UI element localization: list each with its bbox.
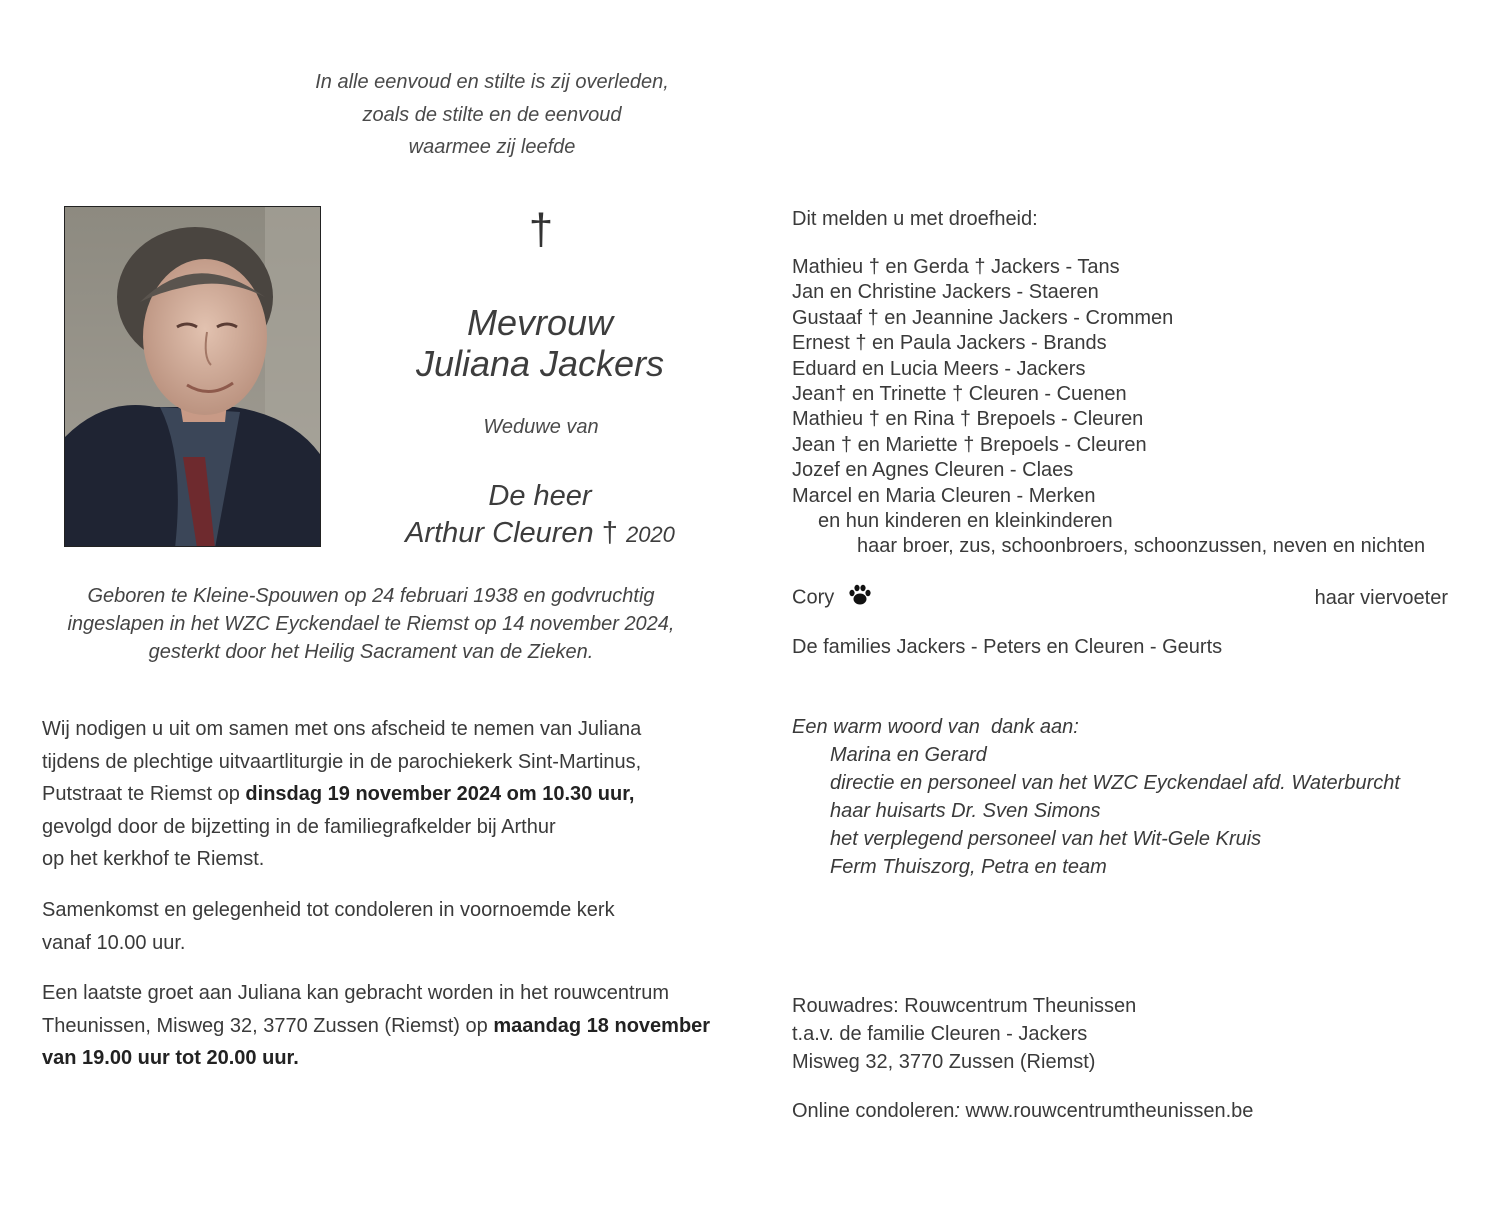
family-member: Jean † en Mariette † Brepoels - Cleuren xyxy=(792,433,1147,456)
husband-name: Arthur Cleuren xyxy=(405,517,594,549)
birth-line: gesterkt door het Heilig Sacrament van de Zieken. xyxy=(148,641,594,663)
online-url-link[interactable]: www.rouwcentrumtheunissen.be xyxy=(965,1100,1254,1122)
invitation-line: tijdens de plechtige uitvaartliturgie in de parochiekerk Sint-Martinus, xyxy=(42,750,642,773)
last-greeting-paragraph xyxy=(42,977,742,1075)
gathering-line: vanaf 10.00 uur. xyxy=(42,931,186,954)
thanks-item: Marina en Gerard xyxy=(830,744,987,766)
portrait-photo xyxy=(64,206,321,547)
birth-line: ingeslapen in het WZC Eyckendael te Riemst op 14 november 2024, xyxy=(67,613,675,635)
widow-of: Weduwe van xyxy=(483,416,599,438)
pet-name-group xyxy=(792,584,872,612)
invitation-line: gevolgd door de bijzetting in de familiegrafkelder bij Arthur xyxy=(42,815,556,838)
family-relatives: haar broer, zus, schoonbroers, schoonzussen, neven en nichten xyxy=(857,535,1426,558)
viewing-date: maandag 18 november xyxy=(493,1014,711,1037)
invitation-text: Putstraat te Riemst op xyxy=(42,783,246,805)
thanks-item: het verplegend personeel van het Wit-Gele Kruis xyxy=(830,828,1262,850)
viewing-time: van 19.00 uur tot 20.00 uur. xyxy=(42,1047,299,1069)
funeral-datetime: dinsdag 19 november 2024 om 10.30 uur, xyxy=(245,783,635,805)
family-member: Eduard en Lucia Meers - Jackers xyxy=(792,357,1086,380)
greeting-text: Theunissen, Misweg 32, 3770 Zussen (Riemst) op xyxy=(42,1014,494,1037)
deceased-name: Juliana Jackers xyxy=(415,343,665,384)
thanks-item: Ferm Thuiszorg, Petra en team xyxy=(830,856,1107,878)
paw-icon xyxy=(848,584,872,612)
address-line: Rouwadres: Rouwcentrum Theunissen xyxy=(792,995,1137,1017)
family-member: Jean† en Trinette † Cleuren - Cuenen xyxy=(792,383,1127,406)
family-member: Jozef en Agnes Cleuren - Claes xyxy=(792,459,1074,482)
birth-line: Geboren te Kleine-Spouwen op 24 februari 1938 en godvruchtig xyxy=(87,585,655,607)
greeting-line xyxy=(42,1042,742,1075)
invitation-line: op het kerkhof te Riemst. xyxy=(42,848,265,870)
thanks-section xyxy=(792,713,1492,881)
gathering-line: Samenkomst en gelegenheid tot condoleren in voornoemde kerk xyxy=(42,899,615,921)
invitation-line xyxy=(42,778,742,811)
poem-line: waarmee zij leefde xyxy=(408,136,576,158)
family-member: Mathieu † en Gerda † Jackers - Tans xyxy=(792,256,1120,278)
address-line: t.a.v. de familie Cleuren - Jackers xyxy=(792,1023,1088,1045)
husband-cross-icon: † xyxy=(601,517,618,549)
poem-line: zoals de stilte en de eenvoud xyxy=(362,103,622,126)
thanks-item: haar huisarts Dr. Sven Simons xyxy=(830,800,1101,822)
online-condolence xyxy=(792,1100,1253,1123)
husband-block xyxy=(380,478,700,553)
family-list xyxy=(792,255,1452,560)
family-member: Jan en Christine Jackers - Staeren xyxy=(792,281,1099,304)
mourning-address xyxy=(792,992,1136,1076)
family-member: Marcel en Maria Cleuren - Merken xyxy=(792,484,1096,507)
invitation-line: Wij nodigen u uit om samen met ons afscheid te nemen van Juliana xyxy=(42,718,642,740)
husband-title: De heer xyxy=(488,480,592,512)
pet-name: Cory xyxy=(792,586,835,609)
pet-label: haar viervoeter xyxy=(1314,586,1448,609)
pet-row xyxy=(792,584,1448,612)
gathering-paragraph xyxy=(42,894,742,959)
family-member: Mathieu † en Rina † Brepoels - Cleuren xyxy=(792,408,1144,431)
family-children: en hun kinderen en kleinkinderen xyxy=(818,510,1113,533)
families-line: De families Jackers - Peters en Cleuren - Geurts xyxy=(792,636,1223,658)
greeting-line xyxy=(42,1010,742,1043)
family-member: Ernest † en Paula Jackers - Brands xyxy=(792,332,1107,355)
thanks-heading: Een warm woord van dank aan: xyxy=(792,716,1079,738)
birth-details xyxy=(40,582,702,666)
husband-line xyxy=(380,515,700,553)
poem xyxy=(250,66,734,164)
announce-heading: Dit melden u met droefheid: xyxy=(792,208,1038,230)
poem-line: In alle eenvoud en stilte is zij overleden, xyxy=(315,71,669,93)
cross-icon: † xyxy=(528,205,554,254)
husband-year: 2020 xyxy=(625,522,675,547)
portrait-illustration xyxy=(65,207,321,547)
invitation-paragraph xyxy=(42,713,742,876)
address-line: Misweg 32, 3770 Zussen (Riemst) xyxy=(792,1051,1096,1073)
online-label: Online condoleren xyxy=(792,1100,955,1122)
deceased-title: Mevrouw xyxy=(466,302,614,343)
family-member: Gustaaf † en Jeannine Jackers - Crommen xyxy=(792,306,1174,329)
thanks-item: directie en personeel van het WZC Eyckendael afd. Waterburcht xyxy=(830,772,1400,794)
greeting-line: Een laatste groet aan Juliana kan gebracht worden in het rouwcentrum xyxy=(42,982,670,1004)
deceased-name-block xyxy=(380,302,700,384)
online-separator: : xyxy=(954,1100,966,1122)
